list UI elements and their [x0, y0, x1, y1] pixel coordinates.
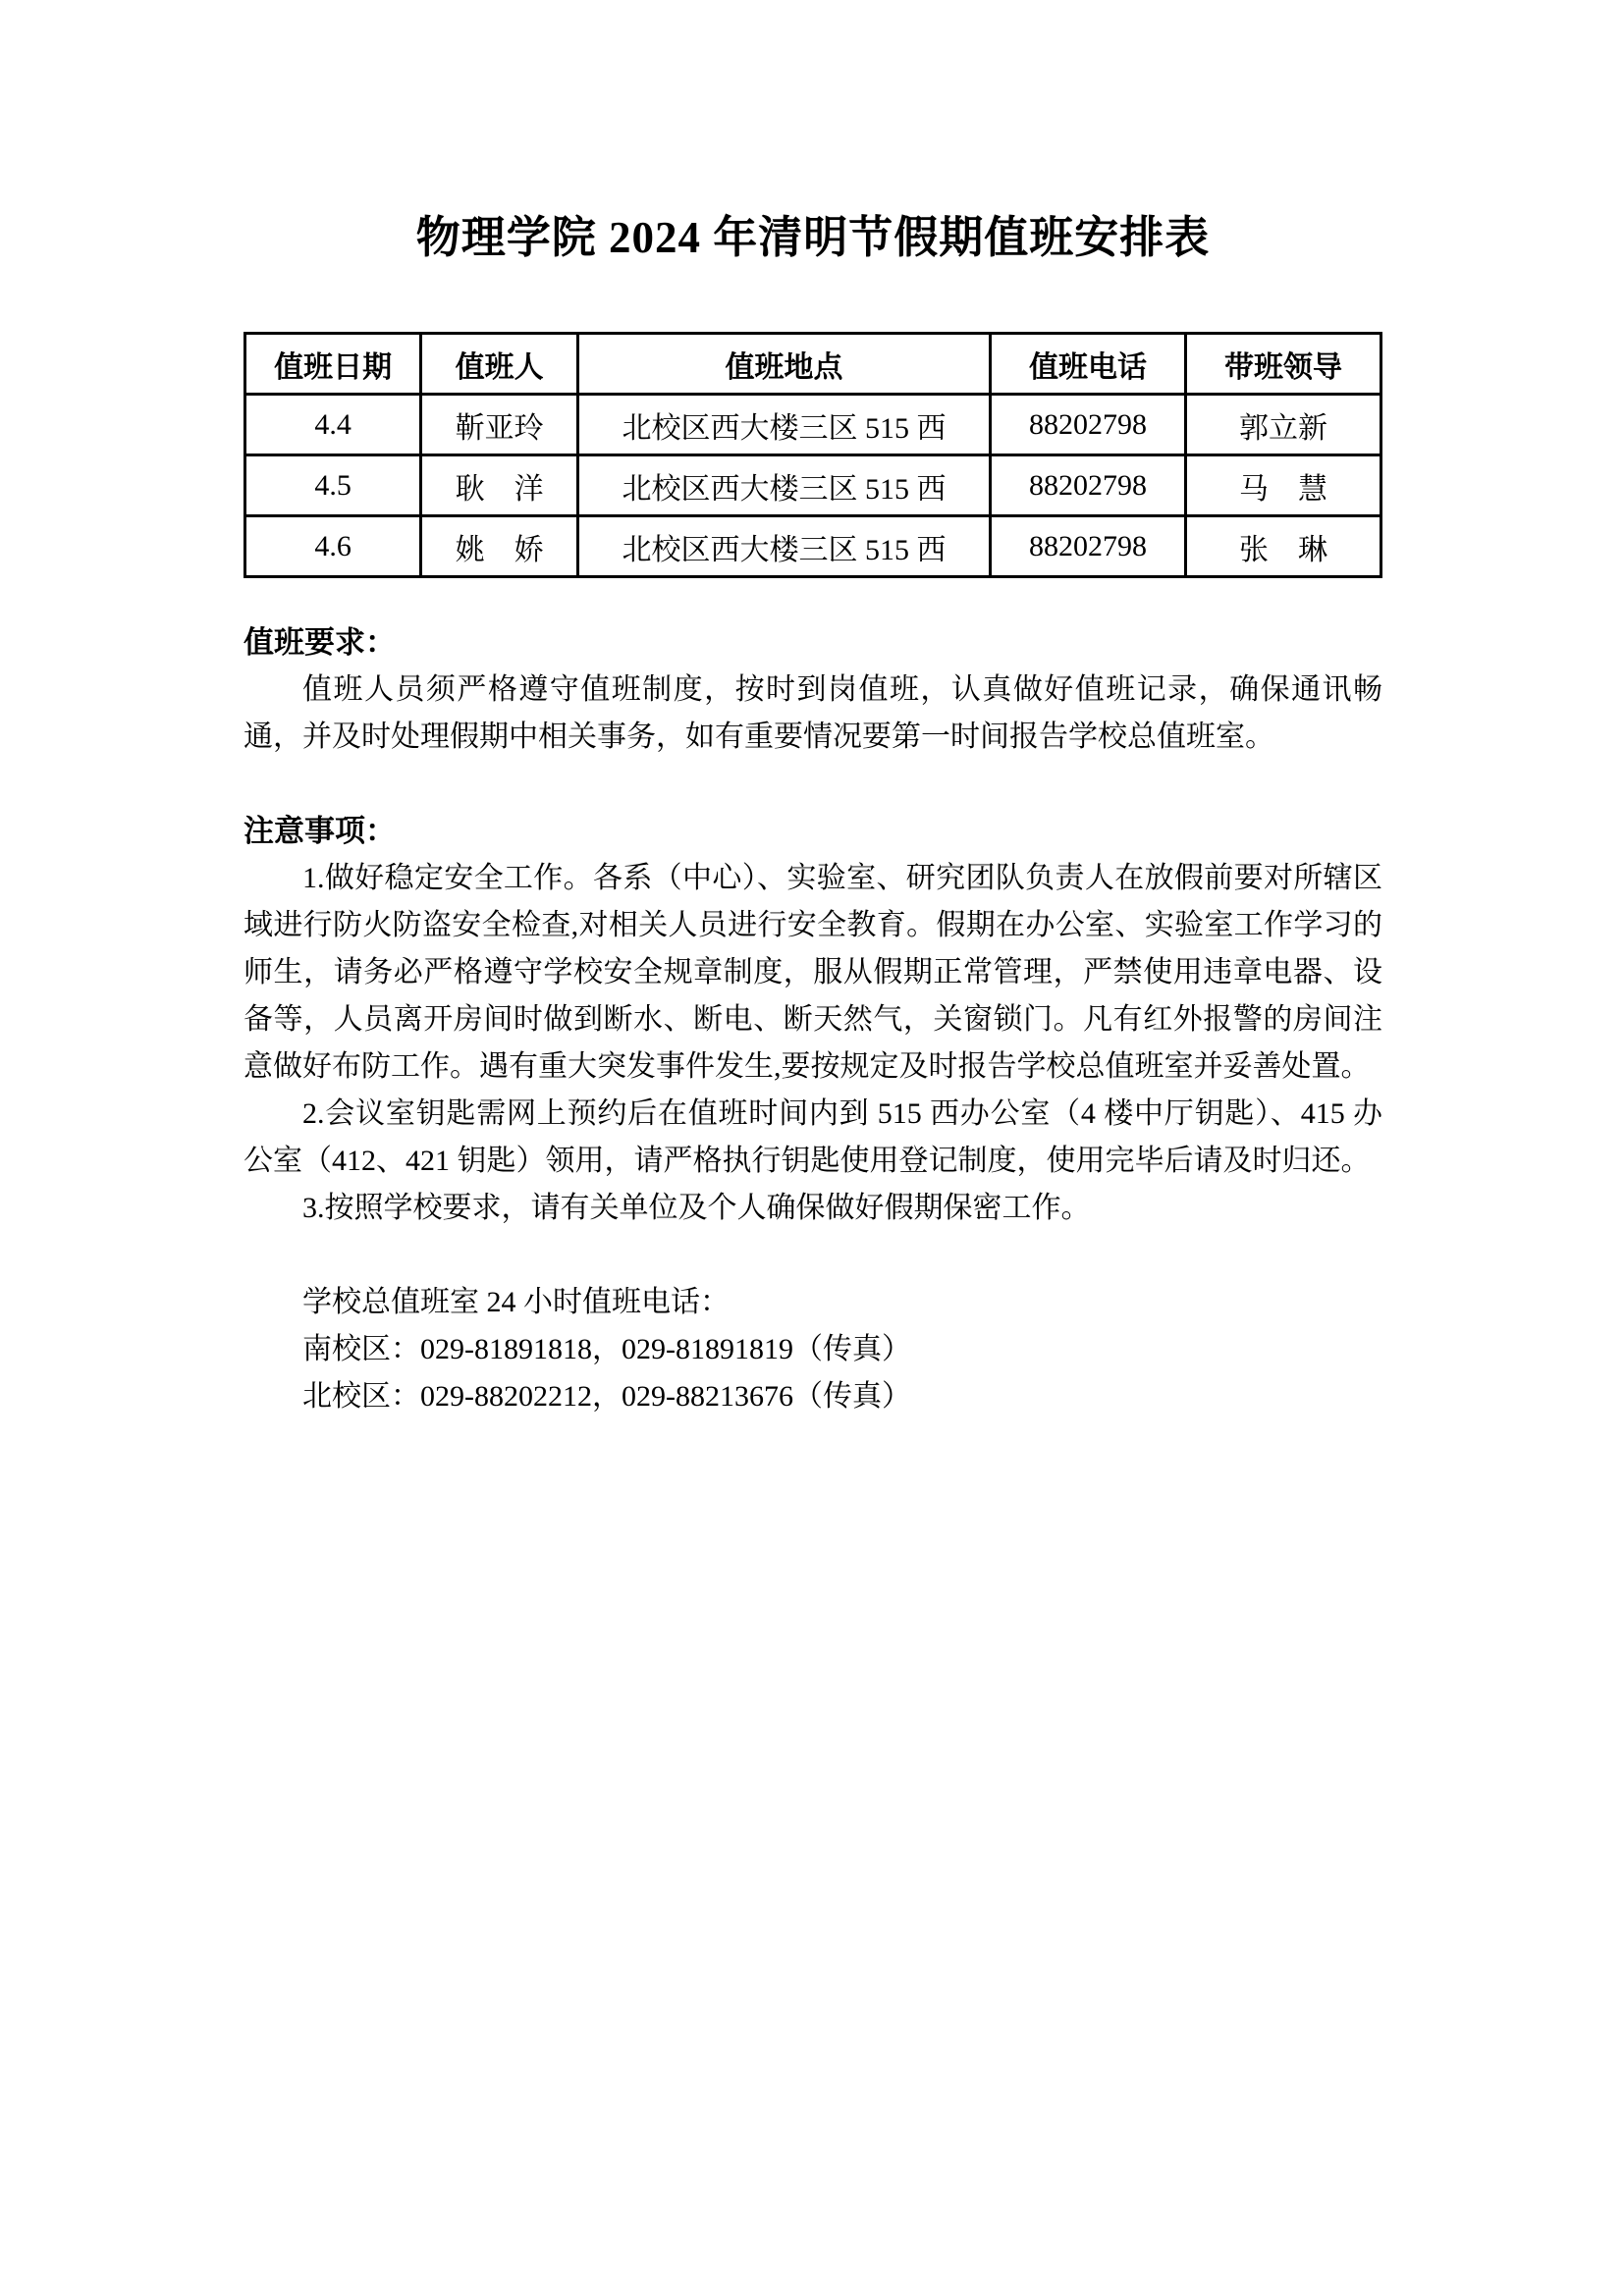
note-item-1: 1.做好稳定安全工作。各系（中心）、实验室、研究团队负责人在放假前要对所辖区域进行防火防盗安全检查,对相关人员进行安全教育。假期在办公室、实验室工作学习的师生，请务必严格遵守学校安全规章制度，服从假期正常管理，严禁使用违章电器、设备等，人员离开房间时做到断水、断电、断天然气，关窗锁门。凡有红外报警的房间注意做好布防工作。遇有重大突发事件发生,要按规定及时报告学校总值班室并妥善处置。 — [244, 862, 1382, 1083]
cell-duty-person: 耿 洋 — [421, 455, 578, 516]
hotline-north-campus: 北校区：029-88202212，029-88213676（传真） — [302, 1380, 911, 1413]
notes-heading: 注意事项： — [244, 814, 396, 848]
cell-duty-phone: 88202798 — [990, 516, 1185, 577]
cell-duty-location: 北校区西大楼三区 515 西 — [577, 516, 990, 577]
cell-duty-leader: 郭立新 — [1185, 395, 1380, 455]
table-row — [245, 516, 1381, 577]
table-row — [245, 455, 1381, 516]
cell-duty-date: 4.5 — [245, 455, 421, 516]
cell-duty-location: 北校区西大楼三区 515 西 — [577, 455, 990, 516]
cell-duty-phone: 88202798 — [990, 455, 1185, 516]
section-gap — [244, 1232, 1382, 1279]
table-header-row — [245, 334, 1381, 395]
document-content — [244, 208, 1382, 1420]
duty-schedule-table — [244, 332, 1382, 578]
header-duty-leader: 带班领导 — [1185, 334, 1380, 395]
cell-duty-phone: 88202798 — [990, 395, 1185, 455]
header-duty-date: 值班日期 — [245, 334, 421, 395]
cell-duty-person: 靳亚玲 — [421, 395, 578, 455]
cell-duty-leader: 张 琳 — [1185, 516, 1380, 577]
header-duty-person: 值班人 — [421, 334, 578, 395]
hotline-south-campus: 南校区：029-81891818，029-81891819（传真） — [302, 1333, 911, 1365]
note-item-3: 3.按照学校要求，请有关单位及个人确保做好假期保密工作。 — [302, 1192, 1091, 1224]
page-title: 物理学院 2024 年清明节假期值班安排表 — [415, 213, 1211, 262]
duty-requirements-body: 值班人员须严格遵守值班制度，按时到岗值班，认真做好值班记录，确保通讯畅通，并及时处理假期中相关事务，如有重要情况要第一时间报告学校总值班室。 — [244, 673, 1382, 753]
cell-duty-person: 姚 娇 — [421, 516, 578, 577]
cell-duty-location: 北校区西大楼三区 515 西 — [577, 395, 990, 455]
header-duty-phone: 值班电话 — [990, 334, 1185, 395]
cell-duty-date: 4.4 — [245, 395, 421, 455]
hotline-block — [244, 1279, 1382, 1420]
cell-duty-leader: 马 慧 — [1185, 455, 1380, 516]
header-duty-location: 值班地点 — [577, 334, 990, 395]
duty-requirements-heading: 值班要求： — [244, 625, 396, 660]
cell-duty-date: 4.6 — [245, 516, 421, 577]
section-gap — [244, 761, 1382, 808]
hotline-heading: 学校总值班室 24 小时值班电话： — [302, 1286, 730, 1318]
section-gap — [244, 578, 1382, 619]
note-item-2: 2.会议室钥匙需网上预约后在值班时间内到 515 西办公室（4 楼中厅钥匙）、415 办公室（412、421 钥匙）领用，请严格执行钥匙使用登记制度，使用完毕后请及时归还。 — [244, 1097, 1382, 1177]
table-row — [245, 395, 1381, 455]
